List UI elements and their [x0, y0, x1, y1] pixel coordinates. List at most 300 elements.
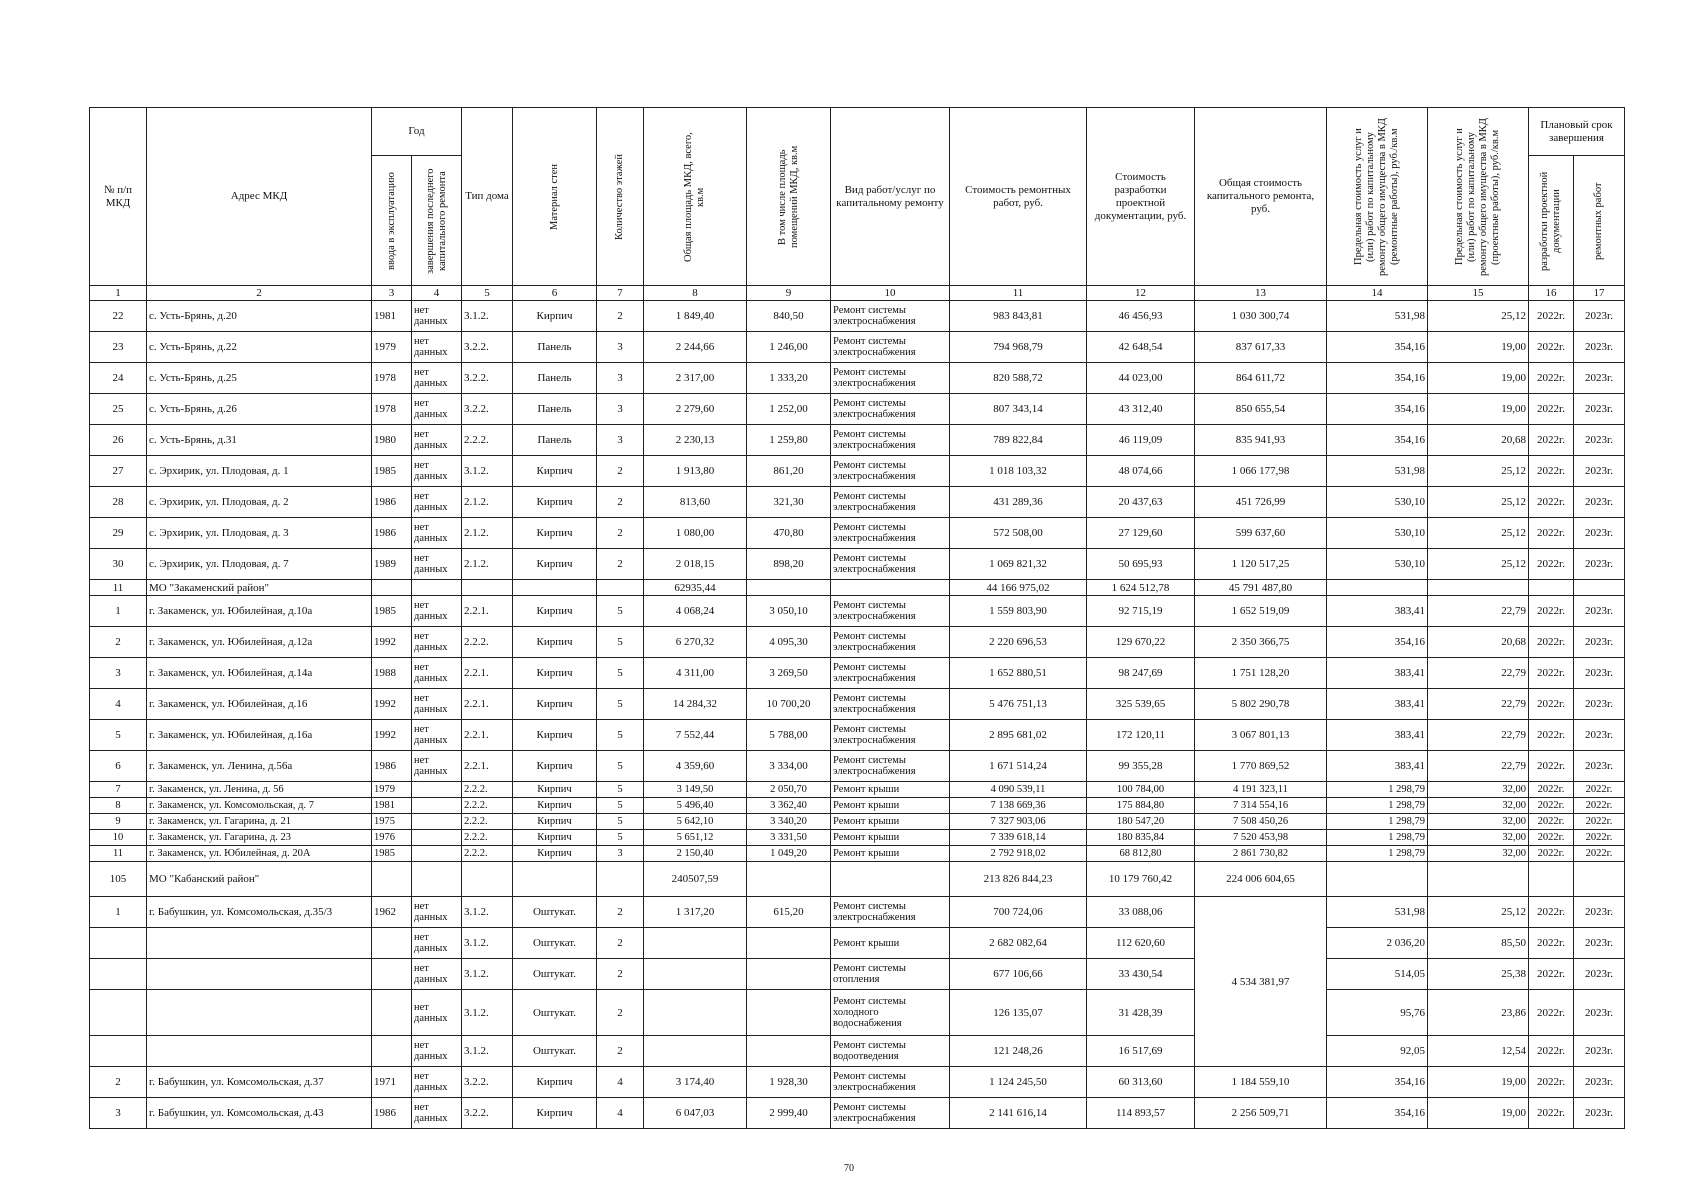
work-type-cell: Ремонт системы электроснабжения: [831, 487, 950, 518]
empty-cell: [644, 959, 747, 990]
limit-design-cell: 22,79: [1428, 658, 1529, 689]
total-cost-cell: 864 611,72: [1195, 363, 1327, 394]
house-type-cell: 2.1.2.: [462, 518, 513, 549]
deadline-design-cell: 2022г.: [1529, 959, 1574, 990]
empty-cell: [462, 862, 513, 897]
table-row: [90, 720, 1625, 751]
design-cost-cell: 325 539,65: [1087, 689, 1195, 720]
work-type-cell: Ремонт крыши: [831, 846, 950, 862]
year-last-repair-cell: нет данных: [412, 689, 462, 720]
year-commission-cell: 1976: [372, 830, 412, 846]
year-commission-cell: 1992: [372, 627, 412, 658]
design-cost-cell: 180 547,20: [1087, 814, 1195, 830]
deadline-design-cell: 2022г.: [1529, 814, 1574, 830]
row-number: 7: [90, 782, 147, 798]
year-last-repair-cell: нет данных: [412, 897, 462, 928]
limit-repair-cell: 1 298,79: [1327, 830, 1428, 846]
floors-cell: 2: [597, 301, 644, 332]
empty-cell: [747, 990, 831, 1036]
house-type-cell: 3.1.2.: [462, 456, 513, 487]
address-cell: г. Закаменск, ул. Юбилейная, д.14а: [147, 658, 372, 689]
total-area-cell: 5 651,12: [644, 830, 747, 846]
empty-cell: [147, 1036, 372, 1067]
total-cost-cell: 451 726,99: [1195, 487, 1327, 518]
deadline-design-cell: 2022г.: [1529, 689, 1574, 720]
deadline-design-cell: 2022г.: [1529, 394, 1574, 425]
floors-cell: 2: [597, 897, 644, 928]
address-cell: г. Бабушкин, ул. Комсомольская, д.35/3: [147, 897, 372, 928]
year-last-repair-cell: [412, 830, 462, 846]
year-last-repair-cell: нет данных: [412, 456, 462, 487]
header-house-type: Тип дома: [462, 108, 513, 286]
deadline-design-cell: 2022г.: [1529, 549, 1574, 580]
limit-design-cell: 20,68: [1428, 425, 1529, 456]
floors-cell: 2: [597, 928, 644, 959]
premises-area-cell: 3 340,20: [747, 814, 831, 830]
column-number: 17: [1574, 286, 1625, 301]
deadline-repair-cell: 2023г.: [1574, 689, 1625, 720]
repair-cost-cell: 121 248,26: [950, 1036, 1087, 1067]
work-type-cell: Ремонт системы электроснабжения: [831, 301, 950, 332]
row-number: 28: [90, 487, 147, 518]
limit-design-cell: 25,38: [1428, 959, 1529, 990]
subtotal-repair-cost: 44 166 975,02: [950, 580, 1087, 596]
empty-cell: [1327, 580, 1428, 596]
total-area-cell: 5 642,10: [644, 814, 747, 830]
empty-cell: [513, 580, 597, 596]
design-cost-cell: 46 119,09: [1087, 425, 1195, 456]
work-type-cell: Ремонт системы электроснабжения: [831, 689, 950, 720]
premises-area-cell: 3 331,50: [747, 830, 831, 846]
wall-material-cell: Панель: [513, 394, 597, 425]
deadline-design-cell: 2022г.: [1529, 1098, 1574, 1129]
header-num: № п/п МКД: [90, 108, 147, 286]
address-cell: г. Закаменск, ул. Юбилейная, д.16а: [147, 720, 372, 751]
work-type-cell: Ремонт системы электроснабжения: [831, 720, 950, 751]
house-type-cell: 3.1.2.: [462, 928, 513, 959]
wall-material-cell: Кирпич: [513, 596, 597, 627]
total-area-cell: 6 047,03: [644, 1098, 747, 1129]
subtotal-row: [90, 862, 1625, 897]
year-commission-cell: 1988: [372, 658, 412, 689]
empty-cell: [747, 1036, 831, 1067]
subtotal-design-cost: 1 624 512,78: [1087, 580, 1195, 596]
total-cost-cell: 2 350 366,75: [1195, 627, 1327, 658]
design-cost-cell: 42 648,54: [1087, 332, 1195, 363]
table-row: [90, 959, 1625, 990]
row-number: 11: [90, 846, 147, 862]
premises-area-cell: 3 050,10: [747, 596, 831, 627]
table-row: [90, 487, 1625, 518]
address-cell: г. Закаменск, ул. Юбилейная, д.16: [147, 689, 372, 720]
premises-area-cell: 898,20: [747, 549, 831, 580]
limit-design-cell: 25,12: [1428, 456, 1529, 487]
row-number: 25: [90, 394, 147, 425]
address-cell: с. Эрхирик, ул. Плодовая, д. 1: [147, 456, 372, 487]
floors-cell: 2: [597, 990, 644, 1036]
premises-area-cell: 3 362,40: [747, 798, 831, 814]
premises-area-cell: 5 788,00: [747, 720, 831, 751]
subtotal-name: МО "Закаменский район": [147, 580, 372, 596]
total-area-cell: 2 244,66: [644, 332, 747, 363]
deadline-design-cell: 2022г.: [1529, 990, 1574, 1036]
limit-repair-cell: 531,98: [1327, 897, 1428, 928]
empty-cell: [372, 959, 412, 990]
house-type-cell: 2.2.2.: [462, 627, 513, 658]
empty-cell: [1428, 862, 1529, 897]
limit-repair-cell: 383,41: [1327, 720, 1428, 751]
design-cost-cell: 129 670,22: [1087, 627, 1195, 658]
house-type-cell: 3.1.2.: [462, 897, 513, 928]
year-commission-cell: 1979: [372, 332, 412, 363]
limit-design-cell: 19,00: [1428, 394, 1529, 425]
header-year-commission: ввода в эксплуатацию: [372, 156, 412, 286]
limit-repair-cell: 530,10: [1327, 518, 1428, 549]
limit-design-cell: 19,00: [1428, 1067, 1529, 1098]
row-number: 27: [90, 456, 147, 487]
table-row: [90, 897, 1625, 928]
address-cell: г. Закаменск, ул. Ленина, д.56а: [147, 751, 372, 782]
repair-cost-cell: 1 018 103,32: [950, 456, 1087, 487]
premises-area-cell: 2 999,40: [747, 1098, 831, 1129]
row-number: 30: [90, 549, 147, 580]
work-type-cell: Ремонт системы электроснабжения: [831, 394, 950, 425]
subtotal-total-cost: 45 791 487,80: [1195, 580, 1327, 596]
limit-repair-cell: 354,16: [1327, 425, 1428, 456]
limit-repair-cell: 383,41: [1327, 751, 1428, 782]
table-row: [90, 798, 1625, 814]
total-area-cell: 1 849,40: [644, 301, 747, 332]
merged-total-cost-cell: 4 534 381,97: [1195, 897, 1327, 1067]
wall-material-cell: Кирпич: [513, 830, 597, 846]
table-row: [90, 596, 1625, 627]
premises-area-cell: 1 246,00: [747, 332, 831, 363]
header-repair-cost: Стоимость ремонтных работ, руб.: [950, 108, 1087, 286]
subtotal-area: 240507,59: [644, 862, 747, 897]
table-row: [90, 425, 1625, 456]
deadline-repair-cell: 2023г.: [1574, 720, 1625, 751]
total-cost-cell: 1 751 128,20: [1195, 658, 1327, 689]
repair-cost-cell: 7 339 618,14: [950, 830, 1087, 846]
premises-area-cell: 1 259,80: [747, 425, 831, 456]
column-number: 9: [747, 286, 831, 301]
empty-cell: [90, 928, 147, 959]
work-type-cell: Ремонт системы водоотведения: [831, 1036, 950, 1067]
row-number: 2: [90, 1067, 147, 1098]
year-commission-cell: 1986: [372, 518, 412, 549]
limit-repair-cell: 1 298,79: [1327, 846, 1428, 862]
repair-cost-cell: 7 327 903,06: [950, 814, 1087, 830]
limit-repair-cell: 354,16: [1327, 332, 1428, 363]
table-row: [90, 814, 1625, 830]
address-cell: с. Усть-Брянь, д.25: [147, 363, 372, 394]
floors-cell: 5: [597, 782, 644, 798]
empty-cell: [831, 580, 950, 596]
limit-repair-cell: 530,10: [1327, 549, 1428, 580]
floors-cell: 5: [597, 689, 644, 720]
limit-design-cell: 19,00: [1428, 1098, 1529, 1129]
year-commission-cell: 1975: [372, 814, 412, 830]
repair-cost-cell: 2 141 616,14: [950, 1098, 1087, 1129]
table-row: [90, 456, 1625, 487]
work-type-cell: Ремонт системы холодного водоснабжения: [831, 990, 950, 1036]
work-type-cell: Ремонт крыши: [831, 814, 950, 830]
deadline-design-cell: 2022г.: [1529, 456, 1574, 487]
house-type-cell: 2.1.2.: [462, 487, 513, 518]
year-last-repair-cell: нет данных: [412, 1098, 462, 1129]
year-commission-cell: 1992: [372, 720, 412, 751]
premises-area-cell: 3 334,00: [747, 751, 831, 782]
limit-repair-cell: 1 298,79: [1327, 782, 1428, 798]
table-row: [90, 689, 1625, 720]
year-commission-cell: 1986: [372, 1098, 412, 1129]
address-cell: г. Закаменск, ул. Комсомольская, д. 7: [147, 798, 372, 814]
repair-cost-cell: 431 289,36: [950, 487, 1087, 518]
house-type-cell: 2.2.1.: [462, 658, 513, 689]
repair-cost-cell: 126 135,07: [950, 990, 1087, 1036]
address-cell: с. Эрхирик, ул. Плодовая, д. 2: [147, 487, 372, 518]
year-last-repair-cell: нет данных: [412, 1036, 462, 1067]
total-cost-cell: 5 802 290,78: [1195, 689, 1327, 720]
deadline-repair-cell: 2023г.: [1574, 627, 1625, 658]
wall-material-cell: Оштукат.: [513, 1036, 597, 1067]
total-area-cell: 4 359,60: [644, 751, 747, 782]
empty-cell: [372, 928, 412, 959]
wall-material-cell: Панель: [513, 332, 597, 363]
premises-area-cell: 4 095,30: [747, 627, 831, 658]
house-type-cell: 3.1.2.: [462, 1036, 513, 1067]
work-type-cell: Ремонт системы электроснабжения: [831, 596, 950, 627]
address-cell: с. Эрхирик, ул. Плодовая, д. 3: [147, 518, 372, 549]
row-number: 24: [90, 363, 147, 394]
limit-design-cell: 20,68: [1428, 627, 1529, 658]
limit-repair-cell: 354,16: [1327, 627, 1428, 658]
floors-cell: 4: [597, 1098, 644, 1129]
year-commission-cell: 1980: [372, 425, 412, 456]
design-cost-cell: 33 430,54: [1087, 959, 1195, 990]
premises-area-cell: 1 928,30: [747, 1067, 831, 1098]
wall-material-cell: Кирпич: [513, 487, 597, 518]
year-last-repair-cell: [412, 782, 462, 798]
page-number: 70: [844, 1163, 854, 1174]
year-commission-cell: 1985: [372, 846, 412, 862]
year-commission-cell: 1978: [372, 394, 412, 425]
floors-cell: 3: [597, 425, 644, 456]
deadline-design-cell: 2022г.: [1529, 830, 1574, 846]
header-year-last-repair: завершения последнего капитального ремонта: [412, 156, 462, 286]
limit-design-cell: 22,79: [1428, 689, 1529, 720]
deadline-repair-cell: 2023г.: [1574, 301, 1625, 332]
limit-design-cell: 25,12: [1428, 897, 1529, 928]
deadline-repair-cell: 2023г.: [1574, 425, 1625, 456]
year-last-repair-cell: [412, 798, 462, 814]
floors-cell: 5: [597, 814, 644, 830]
empty-cell: [372, 1036, 412, 1067]
year-commission-cell: 1986: [372, 487, 412, 518]
total-cost-cell: 1 770 869,52: [1195, 751, 1327, 782]
subtotal-repair-cost: 213 826 844,23: [950, 862, 1087, 897]
column-number: 14: [1327, 286, 1428, 301]
deadline-design-cell: 2022г.: [1529, 627, 1574, 658]
work-type-cell: Ремонт системы электроснабжения: [831, 897, 950, 928]
column-number: 8: [644, 286, 747, 301]
total-area-cell: 2 150,40: [644, 846, 747, 862]
premises-area-cell: 1 049,20: [747, 846, 831, 862]
design-cost-cell: 172 120,11: [1087, 720, 1195, 751]
empty-cell: [147, 990, 372, 1036]
table-row: [90, 658, 1625, 689]
repair-cost-cell: 1 069 821,32: [950, 549, 1087, 580]
deadline-repair-cell: 2023г.: [1574, 394, 1625, 425]
row-number: 2: [90, 627, 147, 658]
total-cost-cell: 2 861 730,82: [1195, 846, 1327, 862]
header-total-area: Общая площадь МКД, всего, кв.м: [644, 108, 747, 286]
row-number: 1: [90, 897, 147, 928]
column-number: 10: [831, 286, 950, 301]
work-type-cell: Ремонт системы электроснабжения: [831, 1067, 950, 1098]
repair-cost-cell: 807 343,14: [950, 394, 1087, 425]
design-cost-cell: 175 884,80: [1087, 798, 1195, 814]
wall-material-cell: Кирпич: [513, 846, 597, 862]
deadline-repair-cell: 2023г.: [1574, 518, 1625, 549]
table-row: [90, 830, 1625, 846]
total-cost-cell: 1 120 517,25: [1195, 549, 1327, 580]
total-area-cell: 4 311,00: [644, 658, 747, 689]
premises-area-cell: 470,80: [747, 518, 831, 549]
deadline-design-cell: 2022г.: [1529, 720, 1574, 751]
deadline-design-cell: 2022г.: [1529, 658, 1574, 689]
repair-cost-cell: 2 895 681,02: [950, 720, 1087, 751]
column-number: 5: [462, 286, 513, 301]
total-area-cell: 1 080,00: [644, 518, 747, 549]
empty-cell: [597, 862, 644, 897]
design-cost-cell: 33 088,06: [1087, 897, 1195, 928]
floors-cell: 3: [597, 846, 644, 862]
wall-material-cell: Кирпич: [513, 720, 597, 751]
limit-repair-cell: 95,76: [1327, 990, 1428, 1036]
subtotal-number: 11: [90, 580, 147, 596]
premises-area-cell: 861,20: [747, 456, 831, 487]
row-number: 22: [90, 301, 147, 332]
repair-cost-cell: 4 090 539,11: [950, 782, 1087, 798]
column-number-row: [90, 286, 1625, 301]
floors-cell: 3: [597, 394, 644, 425]
empty-cell: [90, 1036, 147, 1067]
premises-area-cell: 321,30: [747, 487, 831, 518]
address-cell: с. Усть-Брянь, д.22: [147, 332, 372, 363]
column-number: 11: [950, 286, 1087, 301]
table-row: [90, 518, 1625, 549]
total-area-cell: 1 913,80: [644, 456, 747, 487]
house-type-cell: 3.1.2.: [462, 301, 513, 332]
premises-area-cell: 615,20: [747, 897, 831, 928]
work-type-cell: Ремонт системы электроснабжения: [831, 1098, 950, 1129]
limit-repair-cell: 1 298,79: [1327, 814, 1428, 830]
wall-material-cell: Кирпич: [513, 518, 597, 549]
house-type-cell: 2.2.1.: [462, 596, 513, 627]
house-type-cell: 2.2.1.: [462, 751, 513, 782]
limit-repair-cell: 383,41: [1327, 689, 1428, 720]
house-type-cell: 2.2.1.: [462, 689, 513, 720]
wall-material-cell: Кирпич: [513, 456, 597, 487]
column-number: 4: [412, 286, 462, 301]
total-cost-cell: 850 655,54: [1195, 394, 1327, 425]
empty-cell: [372, 990, 412, 1036]
year-last-repair-cell: [412, 814, 462, 830]
limit-repair-cell: 530,10: [1327, 487, 1428, 518]
column-number: 16: [1529, 286, 1574, 301]
column-number: 12: [1087, 286, 1195, 301]
limit-design-cell: 32,00: [1428, 782, 1529, 798]
limit-repair-cell: 383,41: [1327, 658, 1428, 689]
year-last-repair-cell: нет данных: [412, 425, 462, 456]
year-commission-cell: 1981: [372, 798, 412, 814]
deadline-design-cell: 2022г.: [1529, 518, 1574, 549]
total-area-cell: 4 068,24: [644, 596, 747, 627]
design-cost-cell: 48 074,66: [1087, 456, 1195, 487]
deadline-design-cell: 2022г.: [1529, 751, 1574, 782]
table-row: [90, 1036, 1625, 1067]
repair-cost-cell: 572 508,00: [950, 518, 1087, 549]
subtotal-design-cost: 10 179 760,42: [1087, 862, 1195, 897]
empty-cell: [412, 862, 462, 897]
limit-design-cell: 19,00: [1428, 363, 1529, 394]
row-number: 10: [90, 830, 147, 846]
limit-repair-cell: 92,05: [1327, 1036, 1428, 1067]
work-type-cell: Ремонт крыши: [831, 928, 950, 959]
row-number: 23: [90, 332, 147, 363]
wall-material-cell: Кирпич: [513, 627, 597, 658]
address-cell: г. Закаменск, ул. Юбилейная, д.10а: [147, 596, 372, 627]
empty-cell: [831, 862, 950, 897]
wall-material-cell: Оштукат.: [513, 959, 597, 990]
empty-cell: [412, 580, 462, 596]
total-cost-cell: 3 067 801,13: [1195, 720, 1327, 751]
table-body: [90, 301, 1625, 1129]
house-type-cell: 3.2.2.: [462, 1098, 513, 1129]
limit-design-cell: 25,12: [1428, 518, 1529, 549]
year-last-repair-cell: [412, 846, 462, 862]
year-last-repair-cell: нет данных: [412, 1067, 462, 1098]
total-cost-cell: 599 637,60: [1195, 518, 1327, 549]
house-type-cell: 2.2.2.: [462, 846, 513, 862]
table-header: [90, 108, 1625, 301]
empty-cell: [1529, 580, 1574, 596]
address-cell: г. Закаменск, ул. Юбилейная, д. 20А: [147, 846, 372, 862]
header-design-cost: Стоимость разработки проектной документации, руб.: [1087, 108, 1195, 286]
total-cost-cell: 7 314 554,16: [1195, 798, 1327, 814]
row-number: 6: [90, 751, 147, 782]
empty-cell: [1529, 862, 1574, 897]
header-limit-design: Предельная стоимость услуг и (или) работ по капитальному ремонту общего имущества в МКД (проектные работы), руб./кв.м: [1428, 108, 1529, 286]
empty-cell: [644, 990, 747, 1036]
deadline-repair-cell: 2023г.: [1574, 363, 1625, 394]
floors-cell: 2: [597, 456, 644, 487]
deadline-repair-cell: 2023г.: [1574, 959, 1625, 990]
empty-cell: [1327, 862, 1428, 897]
wall-material-cell: Кирпич: [513, 689, 597, 720]
header-floors: Количество этажей: [597, 108, 644, 286]
deadline-repair-cell: 2022г.: [1574, 830, 1625, 846]
year-commission-cell: 1962: [372, 897, 412, 928]
floors-cell: 5: [597, 627, 644, 658]
empty-cell: [462, 580, 513, 596]
floors-cell: 5: [597, 720, 644, 751]
header-limit-repair: Предельная стоимость услуг и (или) работ по капитальному ремонту общего имущества в МКД (ремонтные работы), руб./кв.м: [1327, 108, 1428, 286]
subtotal-area: 62935,44: [644, 580, 747, 596]
design-cost-cell: 27 129,60: [1087, 518, 1195, 549]
empty-cell: [513, 862, 597, 897]
